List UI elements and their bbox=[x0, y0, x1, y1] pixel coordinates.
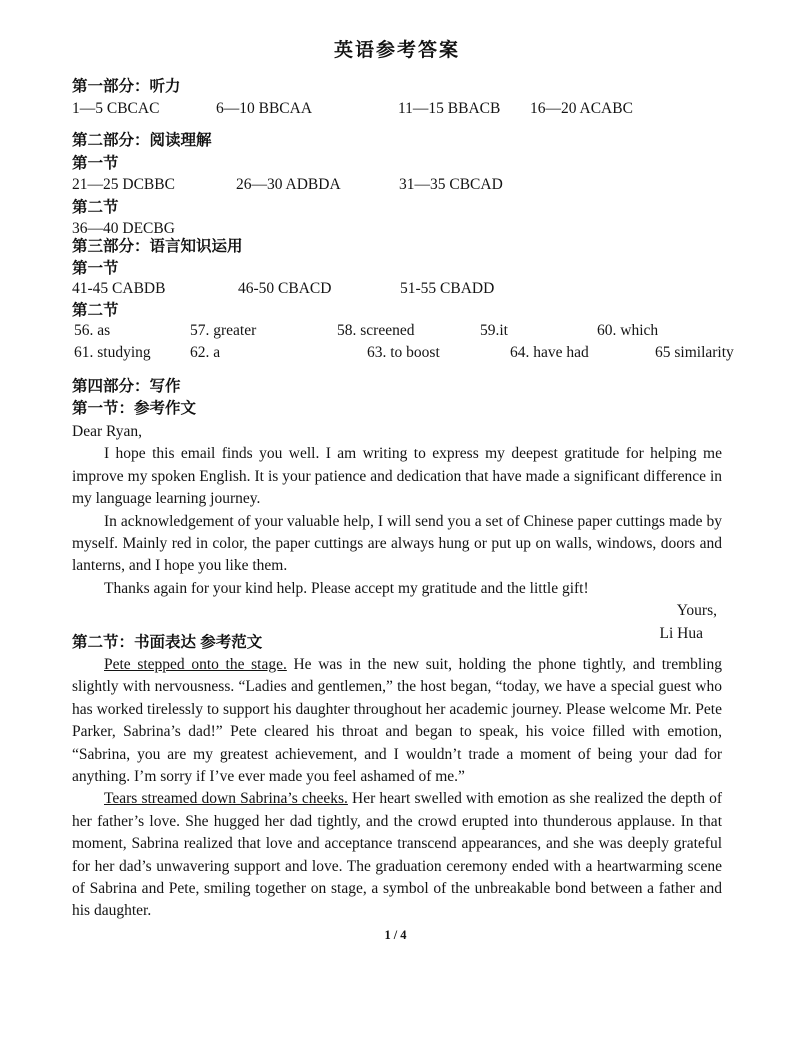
part3-section1-answers-row bbox=[72, 280, 722, 302]
essay-paragraph-1-underlined-lead: Pete stepped onto the stage. bbox=[104, 656, 287, 673]
answer-group: 41-45 CABDB bbox=[72, 280, 166, 297]
answer-group: 51-55 CBADD bbox=[400, 280, 495, 297]
fill-answer: 64. have had bbox=[510, 344, 589, 361]
answer-group: 21—25 DCBBC bbox=[72, 176, 175, 193]
model-essay bbox=[72, 654, 722, 923]
answer-group: 31—35 CBCAD bbox=[399, 176, 503, 193]
fill-answer: 65 similarity bbox=[655, 344, 734, 361]
answer-group: 46-50 CBACD bbox=[238, 280, 332, 297]
part1-heading: 第一部分：听力 bbox=[72, 78, 181, 95]
email-signature: Li Hua bbox=[659, 624, 703, 642]
part2-heading: 第二部分：阅读理解 bbox=[72, 132, 212, 149]
answer-group: 36—40 DECBG bbox=[72, 220, 175, 237]
answer-group: 11—15 BBACB bbox=[398, 100, 501, 117]
answer-group: 16—20 ACABC bbox=[530, 100, 633, 117]
part4-heading: 第四部分：写作 bbox=[72, 378, 181, 395]
essay-paragraph-1 bbox=[72, 654, 722, 788]
email-closing: Yours, bbox=[676, 602, 717, 620]
email-paragraph-3: Thanks again for your kind help. Please accept my gratitude and the little gift! bbox=[104, 579, 589, 597]
answer-group: 6—10 BBCAA bbox=[216, 100, 313, 117]
fill-answer: 56. as bbox=[74, 322, 111, 339]
part2-section2-label: 第二节 bbox=[72, 199, 119, 216]
part3-heading: 第三部分：语言知识运用 bbox=[72, 238, 243, 255]
email-paragraph-2: In acknowledgement of your valuable help, I will send you a set of Chinese paper cuttings made by myself. Mainly red in color, the paper cuttings are always hung or put up on walls, windows, doors and lanterns, and I hope you like them. bbox=[72, 512, 722, 575]
part1-answers-row bbox=[72, 100, 722, 122]
page-number: 1/4 bbox=[384, 928, 410, 942]
part3-fill-row-2 bbox=[72, 344, 734, 366]
essay-paragraph-2-underlined-lead: Tears streamed down Sabrina’s cheeks. bbox=[104, 790, 348, 808]
essay-paragraph-2-body: Her heart swelled with emotion as she realized the depth of her father’s love. She hugged her dad tightly, and the crowd erupted into thunderous applause. In that moment, Sabrina realized that love and acceptance transcend appearances, and she was deeply grateful for her dad’s unwavering support and love. The graduation ceremony ended with a heartwarming scene of Sabrina and Pete, smiling together on stage, a symbol of the unbreakable bond between a father and his daughter. bbox=[72, 790, 722, 920]
fill-answer: 59.it bbox=[480, 322, 508, 339]
part4-section1-label: 第一节：参考作文 bbox=[72, 400, 197, 417]
fill-answer: 58. screened bbox=[337, 322, 415, 339]
part2-section1-answers-row bbox=[72, 176, 722, 198]
part3-section2-label: 第二节 bbox=[72, 302, 119, 319]
essay-paragraph-1-body: He was in the new suit, holding the phone tightly, and trembling slightly with nervousness. “Ladies and gentlemen,” the host began, “today, we have a special guest who has worked tirelessly to support his daughter throughout her academic journey. Please welcome Mr. Pete Parker, Sabrina’s dad!” Pete cleared his throat and began to speak, his voice filled with emotion, “Sabrina, you are my greatest achievement, and I wouldn’t trade a moment of being your dad for anything. I’m sorry if I’ve ever made you feel ashamed of me.” bbox=[72, 656, 722, 786]
essay-paragraph-2 bbox=[72, 788, 722, 922]
fill-answer: 57. greater bbox=[190, 322, 257, 339]
fill-answer: 61. studying bbox=[74, 344, 151, 361]
page-title: 英语参考答案 bbox=[333, 40, 460, 61]
model-email bbox=[72, 421, 722, 645]
fill-answer: 62. a bbox=[190, 344, 221, 361]
part3-section1-label: 第一节 bbox=[72, 260, 119, 277]
answer-group: 26—30 ADBDA bbox=[236, 176, 341, 193]
part4-section2-label: 第二节：书面表达 参考范文 bbox=[72, 634, 263, 651]
part3-fill-row-1 bbox=[72, 322, 722, 344]
answer-group: 1—5 CBCAC bbox=[72, 100, 160, 117]
part2-section1-label: 第一节 bbox=[72, 155, 119, 172]
fill-answer: 63. to boost bbox=[367, 344, 440, 361]
email-paragraph-1: I hope this email finds you well. I am writing to express my deepest gratitude for helping me improve my spoken English. It is your patience and dedication that have made a significant difference in my language learning journey. bbox=[72, 445, 722, 508]
fill-answer: 60. which bbox=[597, 322, 659, 339]
email-salutation: Dear Ryan, bbox=[72, 423, 142, 440]
